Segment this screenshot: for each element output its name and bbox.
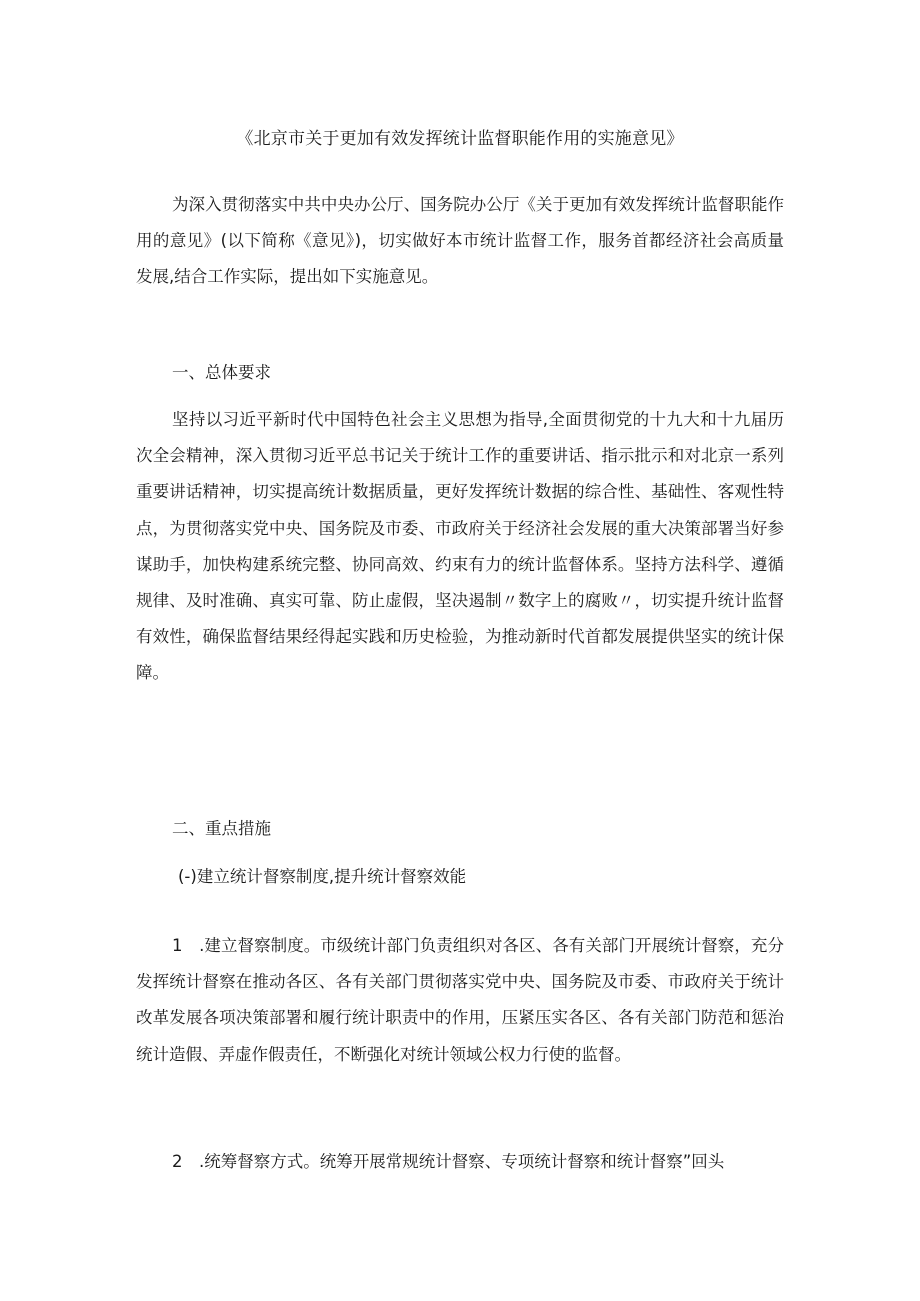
- section-heading-key-measures: 二、重点措施: [172, 819, 271, 838]
- measure-item-1: 1 .建立督察制度。市级统计部门负责组织对各区、各有关部门开展统计督察，充分发挥统计督察在推动各区、各有关部门贯彻落实党中央、国务院及市委、市政府关于统计改革发展各项决策部署和履行统计职责中的作用，压紧压实各区、各有关部门防范和惩治统计造假、弄虚作假责任，不断强化对统计领域公权力行使的监督。: [136, 936, 784, 1064]
- subsection-heading-inspection-system: (-)建立统计督察制度,提升统计督察效能: [178, 867, 467, 886]
- intro-paragraph: 为深入贯彻落实中共中央办公厅、国务院办公厅《关于更加有效发挥统计监督职能作用的意见》(以下简称《意见》)，切实做好本市统计监督工作，服务首都经济社会高质量发展,结合工作实际，提出如下实施意见。: [136, 195, 784, 287]
- section-heading-general-requirements: 一、总体要求: [172, 363, 271, 382]
- document-title: 《北京市关于更加有效发挥统计监督职能作用的实施意见》: [236, 129, 684, 149]
- measure-item-2: 2 .统筹督察方式。统筹开展常规统计督察、专项统计督察和统计督察”回头: [172, 1152, 725, 1171]
- general-requirements-paragraph: 坚持以习近平新时代中国特色社会主义思想为指导,全面贯彻党的十九大和十九届历次全会精神，深入贯彻习近平总书记关于统计工作的重要讲话、指示批示和对北京一系列重要讲话精神，切实提高统计数据质量，更好发挥统计数据的综合性、基础性、客观性特点，为贯彻落实党中央、国务院及市委、市政府关于经济社会发展的重大决策部署当好参谋助手，加快构建系统完整、协同高效、约束有力的统计监督体系。坚持方法科学、遵循规律、及时准确、真实可靠、防止虚假，坚决遏制〃数字上的腐败〃，切实提升统计监督有效性，确保监督结果经得起实践和历史检验，为推动新时代首都发展提供坚实的统计保障。: [136, 410, 784, 683]
